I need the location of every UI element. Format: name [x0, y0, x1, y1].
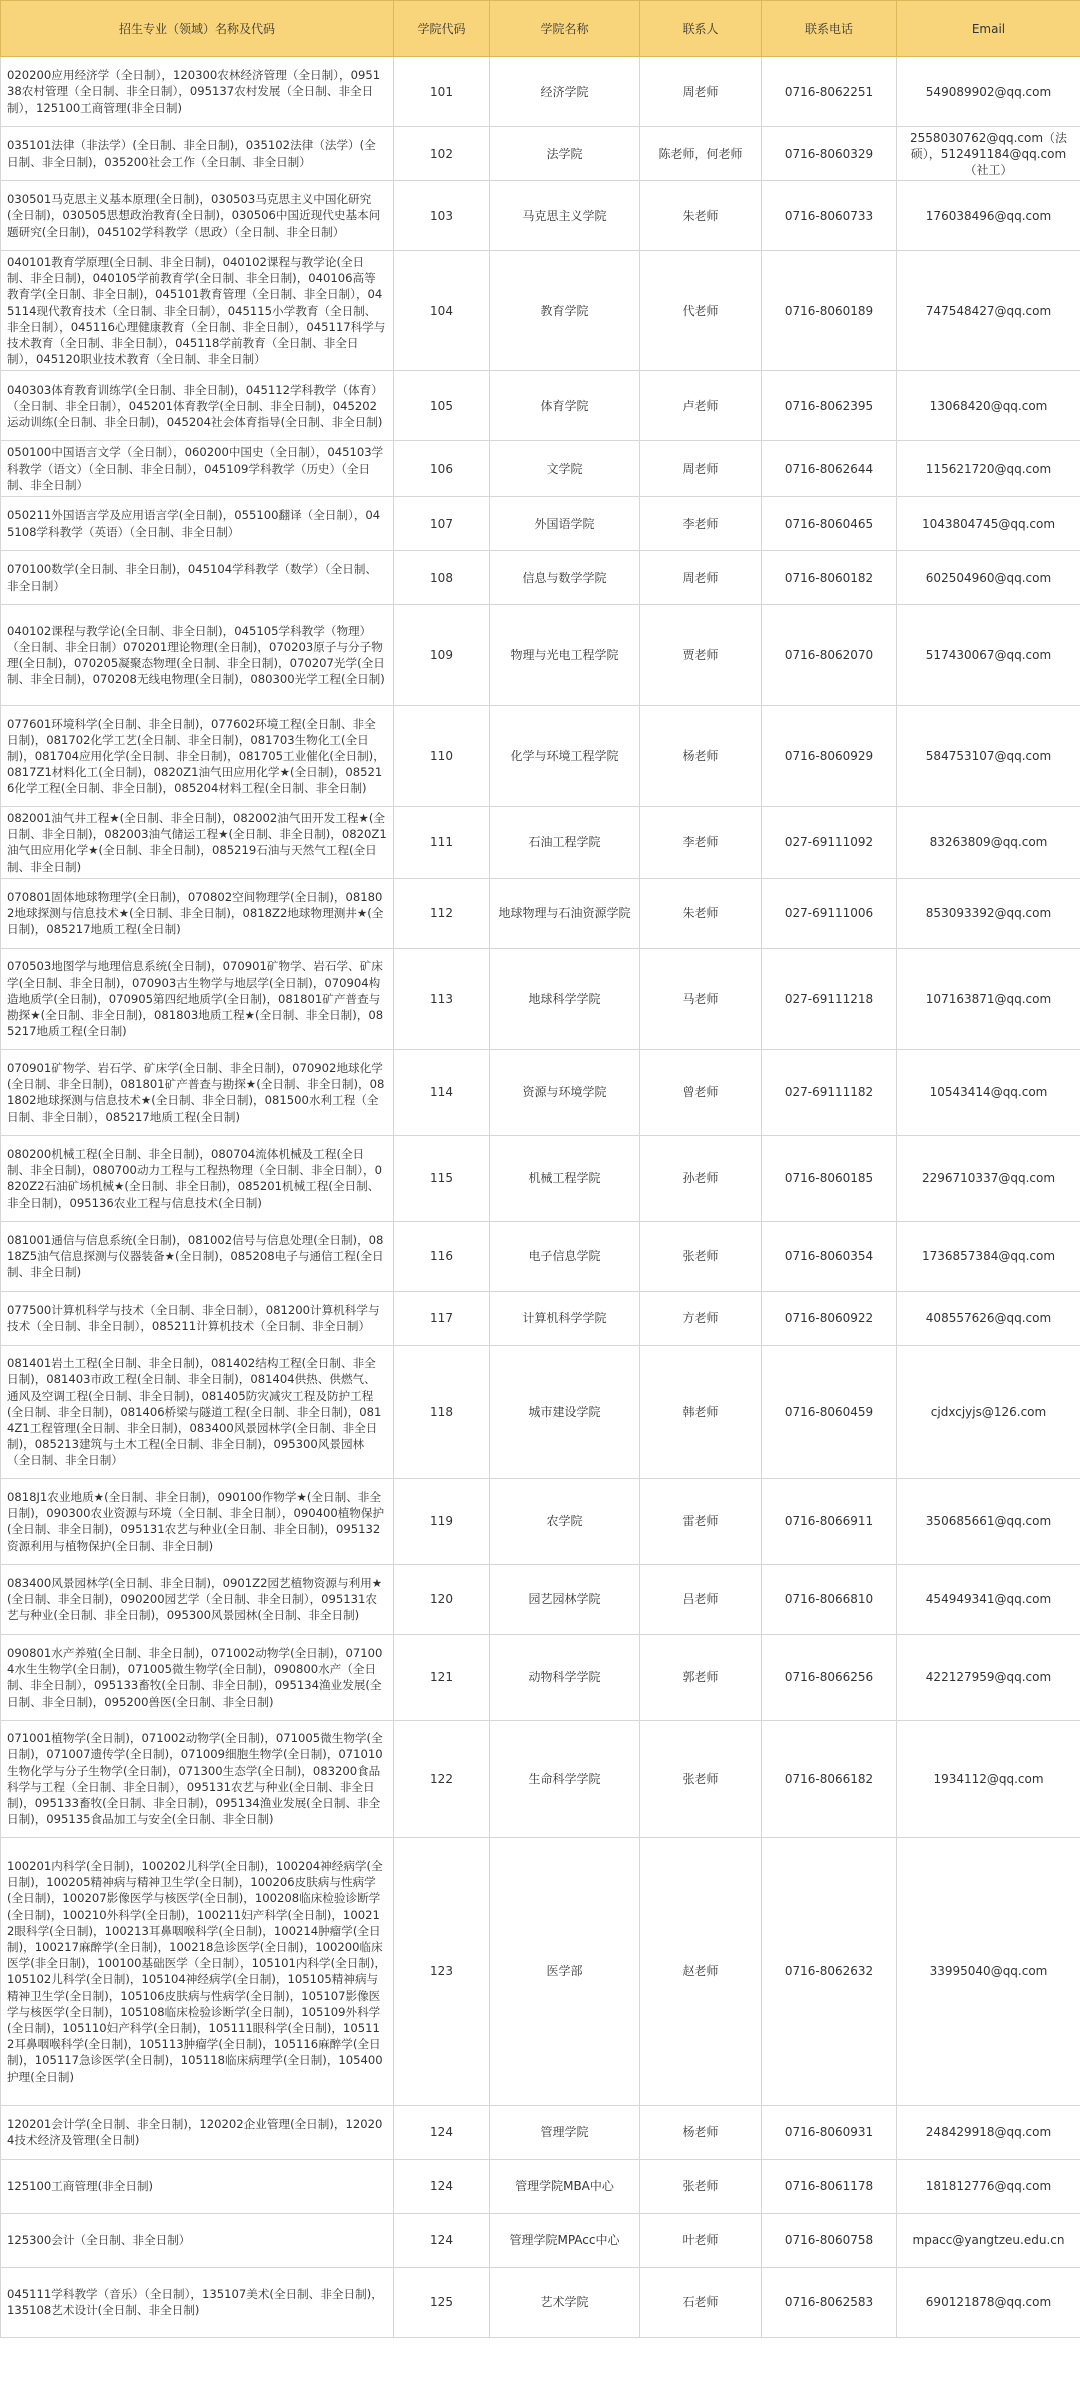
table-row	[1, 1720, 1080, 1837]
table-row	[1, 1837, 1080, 2105]
phone-cell: 0716-8060758	[762, 2213, 897, 2267]
major-cell: 020200应用经济学（全日制），120300农林经济管理（全日制），095138农村管理（全日制、非全日制），095137农村发展（全日制、非全日制），125100工商管理(非全日制)	[1, 57, 394, 127]
phone-cell: 027-69111006	[762, 878, 897, 948]
college-code-cell: 114	[394, 1049, 490, 1135]
email-cell: 10543414@qq.com	[897, 1049, 1080, 1135]
phone-cell: 0716-8062583	[762, 2267, 897, 2337]
major-cell: 125300会计（全日制、非全日制）	[1, 2213, 394, 2267]
table-row	[1, 605, 1080, 706]
email-cell: 422127959@qq.com	[897, 1634, 1080, 1720]
email-cell: 408557626@qq.com	[897, 1291, 1080, 1345]
table-row	[1, 1564, 1080, 1634]
college-name-cell: 计算机科学学院	[490, 1291, 640, 1345]
college-code-cell: 101	[394, 57, 490, 127]
major-cell: 100201内科学(全日制)，100202儿科学(全日制)，100204神经病学(全日制)，100205精神病与精神卫生学(全日制)，100206皮肤病与性病学(全日制)，100207影像医学与核医学(全日制)，100208临床检验诊断学(全日制)，100210外科学(全日制)，100211妇产科学(全日制)，100212眼科学(全日制)，100213耳鼻咽喉科学(全日制)，100214肿瘤学(全日制)，100217麻醉学(全日制)，100218急诊医学(全日制)，100200临床医学(非全日制)，100100基础医学（全日制），105101内科学(全日制)，105102儿科学(全日制)，105104神经病学(全日制)，105105精神病与精神卫生学(全日制)，105106皮肤病与性病学(全日制)，105107影像医学与核医学(全日制)，105108临床检验诊断学(全日制)，105109外科学(全日制)，105110妇产科学(全日制)，105111眼科学(全日制)，105112耳鼻咽喉科学(全日制)，105113肿瘤学(全日制)，105116麻醉学(全日制)，105117急诊医学(全日制)，105118临床病理学(全日制)，105400护理(全日制)	[1, 1837, 394, 2105]
email-cell: 747548427@qq.com	[897, 251, 1080, 371]
major-cell: 125100工商管理(非全日制)	[1, 2159, 394, 2213]
email-cell: 350685661@qq.com	[897, 1478, 1080, 1564]
email-cell: 690121878@qq.com	[897, 2267, 1080, 2337]
header-row	[1, 1, 1080, 57]
phone-cell: 027-69111218	[762, 948, 897, 1049]
college-code-cell: 110	[394, 706, 490, 807]
college-code-cell: 111	[394, 807, 490, 879]
table-row	[1, 1135, 1080, 1221]
college-name-cell: 马克思主义学院	[490, 181, 640, 251]
college-name-cell: 医学部	[490, 1837, 640, 2105]
contact-cell: 朱老师	[640, 878, 762, 948]
email-cell: 584753107@qq.com	[897, 706, 1080, 807]
major-cell: 070100数学(全日制、非全日制)，045104学科教学（数学）（全日制、非全日制）	[1, 551, 394, 605]
email-cell: 2558030762@qq.com（法硕），512491184@qq.com（社工）	[897, 127, 1080, 181]
college-code-cell: 122	[394, 1720, 490, 1837]
contact-cell: 张老师	[640, 2159, 762, 2213]
major-cell: 082001油气井工程★(全日制、非全日制)，082002油气田开发工程★(全日制、非全日制)，082003油气储运工程★(全日制、非全日制)，0820Z1油气田应用化学★(全日制、非全日制)，085219石油与天然气工程(全日制、非全日制)	[1, 807, 394, 879]
table-row	[1, 127, 1080, 181]
contact-cell: 雷老师	[640, 1478, 762, 1564]
table-row	[1, 1291, 1080, 1345]
college-code-cell: 116	[394, 1221, 490, 1291]
table-row	[1, 2159, 1080, 2213]
major-cell: 070503地图学与地理信息系统(全日制)，070901矿物学、岩石学、矿床学(全日制、非全日制)，070903古生物学与地层学(全日制)，070904构造地质学(全日制)，070905第四纪地质学(全日制)，081801矿产普查与勘探★(全日制、非全日制)，081803地质工程★(全日制、非全日制)，085217地质工程(全日制)	[1, 948, 394, 1049]
phone-cell: 0716-8060929	[762, 706, 897, 807]
college-name-cell: 动物科学学院	[490, 1634, 640, 1720]
college-code-cell: 103	[394, 181, 490, 251]
major-cell: 077601环境科学(全日制、非全日制)，077602环境工程(全日制、非全日制)，081702化学工艺(全日制、非全日制)，081703生物化工(全日制)，081704应用化学(全日制、非全日制)，081705工业催化(全日制)，0817Z1材料化工(全日制)，0820Z1油气田应用化学★(全日制)，085216化学工程(全日制、非全日制)，085204材料工程(全日制、非全日制)	[1, 706, 394, 807]
table-row	[1, 57, 1080, 127]
table-row	[1, 2267, 1080, 2337]
email-cell: 248429918@qq.com	[897, 2105, 1080, 2159]
email-cell: 107163871@qq.com	[897, 948, 1080, 1049]
college-name-cell: 地球物理与石油资源学院	[490, 878, 640, 948]
header-college-code: 学院代码	[394, 1, 490, 57]
table-row	[1, 497, 1080, 551]
contact-cell: 张老师	[640, 1720, 762, 1837]
contact-cell: 周老师	[640, 57, 762, 127]
college-code-cell: 104	[394, 251, 490, 371]
contact-cell: 周老师	[640, 441, 762, 497]
contact-cell: 代老师	[640, 251, 762, 371]
college-name-cell: 园艺园林学院	[490, 1564, 640, 1634]
college-code-cell: 106	[394, 441, 490, 497]
college-code-cell: 123	[394, 1837, 490, 2105]
phone-cell: 027-69111092	[762, 807, 897, 879]
phone-cell: 0716-8060459	[762, 1345, 897, 1478]
college-name-cell: 信息与数学学院	[490, 551, 640, 605]
phone-cell: 0716-8060189	[762, 251, 897, 371]
phone-cell: 0716-8066810	[762, 1564, 897, 1634]
contact-cell: 曾老师	[640, 1049, 762, 1135]
phone-cell: 0716-8066911	[762, 1478, 897, 1564]
major-cell: 070801固体地球物理学(全日制)，070802空间物理学(全日制)，081802地球探测与信息技术★(全日制、非全日制)，0818Z2地球物理测井★(全日制)，085217地质工程(全日制)	[1, 878, 394, 948]
major-cell: 050100中国语言文学（全日制），060200中国史（全日制），045103学科教学（语文）（全日制、非全日制），045109学科教学（历史）（全日制、非全日制）	[1, 441, 394, 497]
phone-cell: 027-69111182	[762, 1049, 897, 1135]
email-cell: 549089902@qq.com	[897, 57, 1080, 127]
contact-cell: 李老师	[640, 497, 762, 551]
email-cell: 1736857384@qq.com	[897, 1221, 1080, 1291]
phone-cell: 0716-8060733	[762, 181, 897, 251]
header-major: 招生专业（领域）名称及代码	[1, 1, 394, 57]
college-name-cell: 法学院	[490, 127, 640, 181]
phone-cell: 0716-8062632	[762, 1837, 897, 2105]
college-name-cell: 地球科学学院	[490, 948, 640, 1049]
contact-cell: 孙老师	[640, 1135, 762, 1221]
contact-cell: 张老师	[640, 1221, 762, 1291]
table-row	[1, 807, 1080, 879]
major-cell: 045111学科教学（音乐）（全日制），135107美术(全日制、非全日制)，135108艺术设计(全日制、非全日制)	[1, 2267, 394, 2337]
major-cell: 0818J1农业地质★(全日制、非全日制)，090100作物学★(全日制、非全日制)，090300农业资源与环境（全日制、非全日制），090400植物保护(全日制、非全日制)，095131农艺与种业(全日制、非全日制)，095132资源利用与植物保护(全日制、非全日制)	[1, 1478, 394, 1564]
phone-cell: 0716-8062070	[762, 605, 897, 706]
header-contact: 联系人	[640, 1, 762, 57]
email-cell: 602504960@qq.com	[897, 551, 1080, 605]
contact-cell: 吕老师	[640, 1564, 762, 1634]
college-code-cell: 112	[394, 878, 490, 948]
table-row	[1, 371, 1080, 441]
contact-cell: 杨老师	[640, 706, 762, 807]
email-cell: 13068420@qq.com	[897, 371, 1080, 441]
major-cell: 040303体育教育训练学(全日制、非全日制)，045112学科教学（体育）（全日制、非全日制），045201体育教学(全日制、非全日制)，045202运动训练(全日制、非全日制)，045204社会体育指导(全日制、非全日制)	[1, 371, 394, 441]
college-name-cell: 资源与环境学院	[490, 1049, 640, 1135]
college-name-cell: 外国语学院	[490, 497, 640, 551]
phone-cell: 0716-8060182	[762, 551, 897, 605]
table-row	[1, 551, 1080, 605]
table-row	[1, 441, 1080, 497]
table-row	[1, 948, 1080, 1049]
college-name-cell: 经济学院	[490, 57, 640, 127]
header-email: Email	[897, 1, 1080, 57]
college-name-cell: 教育学院	[490, 251, 640, 371]
contact-cell: 马老师	[640, 948, 762, 1049]
phone-cell: 0716-8060465	[762, 497, 897, 551]
email-cell: 853093392@qq.com	[897, 878, 1080, 948]
college-code-cell: 118	[394, 1345, 490, 1478]
table-row	[1, 1634, 1080, 1720]
table-row	[1, 1345, 1080, 1478]
college-name-cell: 文学院	[490, 441, 640, 497]
major-cell: 083400风景园林学(全日制、非全日制)，0901Z2园艺植物资源与利用★(全日制、非全日制)，090200园艺学（全日制、非全日制），095131农艺与种业(全日制、非全日制)，095300风景园林(全日制、非全日制)	[1, 1564, 394, 1634]
college-code-cell: 117	[394, 1291, 490, 1345]
contact-cell: 石老师	[640, 2267, 762, 2337]
phone-cell: 0716-8060185	[762, 1135, 897, 1221]
college-name-cell: 石油工程学院	[490, 807, 640, 879]
college-code-cell: 124	[394, 2159, 490, 2213]
table-header	[1, 1, 1080, 57]
email-cell: 517430067@qq.com	[897, 605, 1080, 706]
phone-cell: 0716-8060931	[762, 2105, 897, 2159]
phone-cell: 0716-8062395	[762, 371, 897, 441]
major-cell: 040102课程与教学论(全日制、非全日制)，045105学科教学（物理）（全日制、非全日制）070201理论物理(全日制)，070203原子与分子物理(全日制)，070205凝聚态物理(全日制、非全日制)，070207光学(全日制、非全日制)，070208无线电物理(全日制)，080300光学工程(全日制)	[1, 605, 394, 706]
major-cell: 090801水产养殖(全日制、非全日制)，071002动物学(全日制)，071004水生生物学(全日制)，071005微生物学(全日制)，090800水产（全日制、非全日制），095133畜牧(全日制、非全日制)，095134渔业发展(全日制、非全日制)，095200兽医(全日制、非全日制)	[1, 1634, 394, 1720]
table-row	[1, 878, 1080, 948]
table-row	[1, 181, 1080, 251]
contact-cell: 陈老师，何老师	[640, 127, 762, 181]
phone-cell: 0716-8066182	[762, 1720, 897, 1837]
table-row	[1, 706, 1080, 807]
college-name-cell: 生命科学学院	[490, 1720, 640, 1837]
email-cell: 1934112@qq.com	[897, 1720, 1080, 1837]
college-code-cell: 107	[394, 497, 490, 551]
phone-cell: 0716-8062644	[762, 441, 897, 497]
phone-cell: 0716-8060329	[762, 127, 897, 181]
major-cell: 040101教育学原理(全日制、非全日制)，040102课程与教学论(全日制、非全日制)，040105学前教育学(全日制、非全日制)，040106高等教育学(全日制、非全日制)，045101教育管理（全日制、非全日制），045114现代教育技术（全日制、非全日制），045115小学教育（全日制、非全日制），045116心理健康教育（全日制、非全日制），045117科学与技术教育（全日制、非全日制），045118学前教育（全日制、非全日制），045120职业技术教育（全日制、非全日制）	[1, 251, 394, 371]
college-name-cell: 化学与环境工程学院	[490, 706, 640, 807]
college-code-cell: 125	[394, 2267, 490, 2337]
college-name-cell: 电子信息学院	[490, 1221, 640, 1291]
college-code-cell: 119	[394, 1478, 490, 1564]
email-cell: mpacc@yangtzeu.edu.cn	[897, 2213, 1080, 2267]
contact-cell: 叶老师	[640, 2213, 762, 2267]
contact-cell: 周老师	[640, 551, 762, 605]
college-name-cell: 管理学院	[490, 2105, 640, 2159]
header-college-name: 学院名称	[490, 1, 640, 57]
college-code-cell: 105	[394, 371, 490, 441]
email-cell: 2296710337@qq.com	[897, 1135, 1080, 1221]
contact-cell: 韩老师	[640, 1345, 762, 1478]
major-cell: 081001通信与信息系统(全日制)，081002信号与信息处理(全日制)，0818Z5油气信息探测与仪器装备★(全日制)，085208电子与通信工程(全日制、非全日制)	[1, 1221, 394, 1291]
major-cell: 120201会计学(全日制、非全日制)，120202企业管理(全日制)，120204技术经济及管理(全日制)	[1, 2105, 394, 2159]
college-name-cell: 艺术学院	[490, 2267, 640, 2337]
phone-cell: 0716-8061178	[762, 2159, 897, 2213]
table-row	[1, 2105, 1080, 2159]
phone-cell: 0716-8060922	[762, 1291, 897, 1345]
major-cell: 081401岩土工程(全日制、非全日制)，081402结构工程(全日制、非全日制)，081403市政工程(全日制、非全日制)，081404供热、供燃气、通风及空调工程(全日制、非全日制)，081405防灾减灾工程及防护工程(全日制、非全日制)，081406桥梁与隧道工程(全日制、非全日制)，0814Z1工程管理(全日制、非全日制)，083400风景园林学(全日制、非全日制)，085213建筑与土木工程(全日制、非全日制)，095300风景园林（全日制、非全日制）	[1, 1345, 394, 1478]
college-code-cell: 109	[394, 605, 490, 706]
college-name-cell: 管理学院MBA中心	[490, 2159, 640, 2213]
email-cell: 1043804745@qq.com	[897, 497, 1080, 551]
college-name-cell: 物理与光电工程学院	[490, 605, 640, 706]
table-row	[1, 1221, 1080, 1291]
table-row	[1, 1049, 1080, 1135]
table-row	[1, 1478, 1080, 1564]
phone-cell: 0716-8062251	[762, 57, 897, 127]
contact-cell: 卢老师	[640, 371, 762, 441]
major-cell: 080200机械工程(全日制、非全日制)，080704流体机械及工程(全日制、非全日制)，080700动力工程与工程热物理（全日制、非全日制），0820Z2石油矿场机械★(全日制、非全日制)，085201机械工程(全日制、非全日制)，095136农业工程与信息技术(全日制)	[1, 1135, 394, 1221]
college-code-cell: 124	[394, 2105, 490, 2159]
contact-cell: 李老师	[640, 807, 762, 879]
table-row	[1, 251, 1080, 371]
contact-cell: 杨老师	[640, 2105, 762, 2159]
email-cell: 176038496@qq.com	[897, 181, 1080, 251]
major-cell: 050211外国语言学及应用语言学(全日制)，055100翻译（全日制），045108学科教学（英语）（全日制、非全日制）	[1, 497, 394, 551]
college-name-cell: 管理学院MPAcc中心	[490, 2213, 640, 2267]
email-cell: 181812776@qq.com	[897, 2159, 1080, 2213]
college-name-cell: 体育学院	[490, 371, 640, 441]
contact-cell: 郭老师	[640, 1634, 762, 1720]
phone-cell: 0716-8066256	[762, 1634, 897, 1720]
major-cell: 070901矿物学、岩石学、矿床学(全日制、非全日制)，070902地球化学(全日制、非全日制)，081801矿产普查与勘探★(全日制、非全日制)，081802地球探测与信息技术★(全日制、非全日制)，081500水利工程（全日制、非全日制），085217地质工程(全日制)	[1, 1049, 394, 1135]
contact-cell: 朱老师	[640, 181, 762, 251]
email-cell: cjdxcjyjs@126.com	[897, 1345, 1080, 1478]
college-code-cell: 115	[394, 1135, 490, 1221]
college-name-cell: 机械工程学院	[490, 1135, 640, 1221]
header-phone: 联系电话	[762, 1, 897, 57]
email-cell: 33995040@qq.com	[897, 1837, 1080, 2105]
contact-cell: 贾老师	[640, 605, 762, 706]
major-cell: 035101法律（非法学）(全日制、非全日制)，035102法律（法学）(全日制、非全日制)，035200社会工作（全日制、非全日制）	[1, 127, 394, 181]
table-body	[1, 57, 1080, 2338]
contact-cell: 方老师	[640, 1291, 762, 1345]
contact-cell: 赵老师	[640, 1837, 762, 2105]
email-cell: 454949341@qq.com	[897, 1564, 1080, 1634]
major-cell: 030501马克思主义基本原理(全日制)，030503马克思主义中国化研究(全日制)，030505思想政治教育(全日制)，030506中国近现代史基本问题研究(全日制)，045102学科教学（思政）（全日制、非全日制）	[1, 181, 394, 251]
college-name-cell: 城市建设学院	[490, 1345, 640, 1478]
table-row	[1, 2213, 1080, 2267]
college-name-cell: 农学院	[490, 1478, 640, 1564]
major-cell: 071001植物学(全日制)，071002动物学(全日制)，071005微生物学(全日制)，071007遗传学(全日制)，071009细胞生物学(全日制)，071010生物化学与分子生物学(全日制)，071300生态学(全日制)，083200食品科学与工程（全日制、非全日制），095131农艺与种业(全日制、非全日制)，095133畜牧(全日制、非全日制)，095134渔业发展(全日制、非全日制)，095135食品加工与安全(全日制、非全日制)	[1, 1720, 394, 1837]
major-cell: 077500计算机科学与技术（全日制、非全日制），081200计算机科学与技术（全日制、非全日制），085211计算机技术（全日制、非全日制）	[1, 1291, 394, 1345]
college-code-cell: 120	[394, 1564, 490, 1634]
college-code-cell: 108	[394, 551, 490, 605]
college-code-cell: 102	[394, 127, 490, 181]
college-code-cell: 113	[394, 948, 490, 1049]
email-cell: 115621720@qq.com	[897, 441, 1080, 497]
phone-cell: 0716-8060354	[762, 1221, 897, 1291]
email-cell: 83263809@qq.com	[897, 807, 1080, 879]
college-code-cell: 124	[394, 2213, 490, 2267]
college-code-cell: 121	[394, 1634, 490, 1720]
